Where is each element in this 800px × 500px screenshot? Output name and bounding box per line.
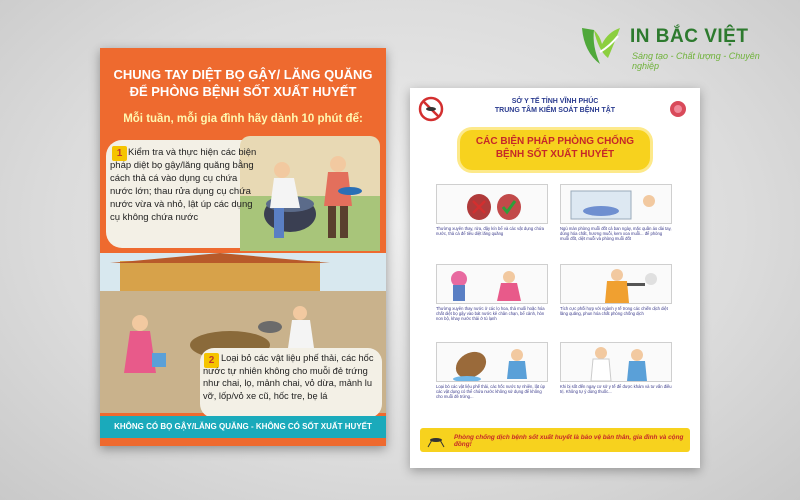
measure-caption: Loại bỏ các vật liệu phế thải, các hốc nước tự nhiên, lật úp các vật dụng có thể chứa nước không sử dụng để không cho muỗi đẻ trứng...: [436, 384, 545, 399]
mosquito-net-illustration: [561, 185, 672, 224]
measure-caption: Ngủ màn phòng muỗi đốt cả ban ngày, mặc quần áo dài tay, dùng hóa chất, hương muỗi, kem xoa muỗi... để phòng muỗi đốt, diệt muỗi và phòng muỗi đốt: [560, 226, 672, 241]
left-poster-title: [100, 66, 386, 100]
measure-caption: Khi bị sốt đến ngay cơ sở y tế để được khám và tư vấn điều trị. Không tự ý dùng thuốc...: [560, 384, 672, 394]
right-poster-title: [460, 135, 650, 161]
cdc-center-name: TRUNG TÂM KIỂM SOÁT BỆNH TẬT: [494, 107, 616, 114]
measure-caption: Thường xuyên thay, rửa, đậy kín bể và các vật dụng chứa nước, thả cá để tiêu diệt lăng quăng: [436, 226, 544, 236]
tipping-jar-illustration: [437, 343, 548, 382]
brand-tagline: Sáng tạo - Chất lượng - Chuyên nghiệp: [632, 51, 760, 71]
left-poster-footer: KHÔNG CÓ BỌ GẬY/LĂNG QUĂNG - KHÔNG CÓ SỐT XUẤT HUYẾT: [100, 416, 386, 438]
left-title-line1: CHUNG TAY DIỆT BỌ GẬY/ LĂNG QUĂNG: [113, 67, 373, 82]
leaf-logo-icon: [578, 22, 624, 68]
measure-caption: Tích cực phối hợp với ngành y tế trong các chiến dịch diệt lăng quăng, phun hóa chất phòng chống dịch: [560, 306, 668, 316]
bottom-slogan: Phòng chống dịch bệnh sốt xuất huyết là bảo vệ bản thân, gia đình và cộng đồng!: [454, 434, 684, 448]
spraying-illustration: [561, 265, 672, 304]
brand-name: IN BẮC VIỆT: [630, 26, 749, 47]
measure-card: [436, 342, 548, 382]
mosquito-icon: [426, 431, 446, 449]
measure-card: [560, 184, 672, 224]
left-title-line2: ĐỂ PHÒNG BỆNH SỐT XUẤT HUYẾT: [129, 84, 357, 99]
left-poster-subtitle: Mỗi tuần, mỗi gia đình hãy dành 10 phút để:: [123, 113, 363, 125]
measure-card: [436, 264, 548, 304]
doctor-visit-illustration: [561, 343, 672, 382]
measure-card: [560, 342, 672, 382]
flower-vase-illustration: [437, 265, 548, 304]
right-title-line1: CÁC BIỆN PHÁP PHÒNG CHỐNG: [475, 136, 635, 147]
measure-caption: Thường xuyên thay nước ở các lọ hoa, thả muối hoặc hóa chất diệt bọ gậy vào bát nước kê chân chạn, bể cảnh, hòn non bộ, khay nước thải ở tủ lạnh: [436, 306, 545, 321]
right-poster: [410, 88, 700, 468]
step2-badge: 2: [204, 353, 219, 368]
step1-badge: 1: [112, 146, 127, 161]
left-poster: [100, 48, 386, 446]
step1-text: Kiểm tra và thực hiện các biện pháp diệt bọ gậy/lăng quăng bằng cách thả cá vào dụng cụ chứa nước lớn; thau rửa dụng cụ chứa nước vừa và nhỏ, lật úp các dụng cụ không chứa nước: [110, 147, 257, 223]
brand-logo: [578, 22, 788, 72]
measure-card: [436, 184, 548, 224]
water-jars-illustration: [437, 185, 548, 224]
health-dept-name: SỞ Y TẾ TỈNH VĨNH PHÚC: [511, 98, 599, 105]
right-title-line2: BỆNH SỐT XUẤT HUYẾT: [495, 149, 615, 160]
measure-card: [560, 264, 672, 304]
cleaning-container-illustration: [240, 136, 380, 251]
step2-text: Loại bỏ các vật liệu phế thải, các hốc nước tự nhiên không cho muỗi đẻ trứng như chai, lọ, mảnh chai, vỏ dừa, mảnh lu vỡ, lốp/vỏ xe cũ, hốc tre, bẹ lá: [203, 353, 374, 401]
